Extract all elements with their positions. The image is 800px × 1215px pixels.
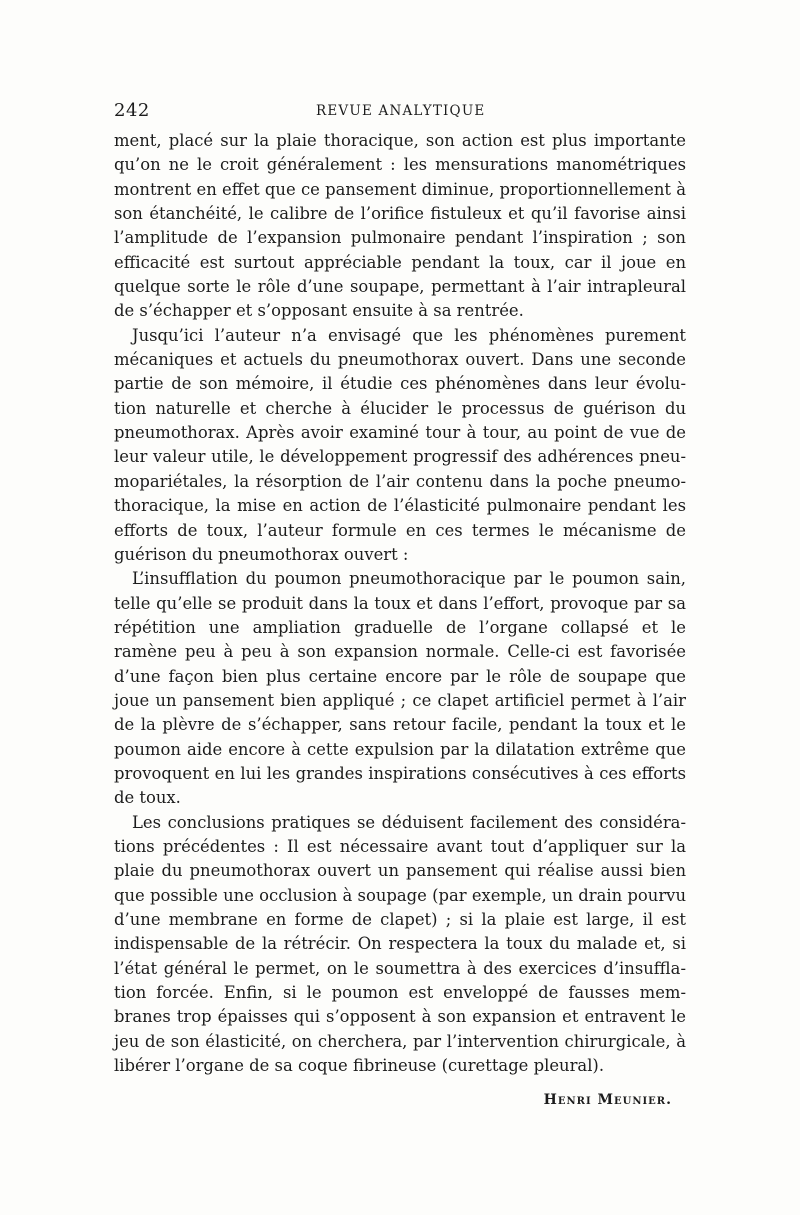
paragraph-continued: ment, placé sur la plaie thoracique, son action est plus importante qu’on ne le croit généralement : les mensurations manométriques montrent en effet que ce pansement diminue, proportionnellement à son étanchéité, le calibre de l’orifice fistuleux et qu’il favorise ainsi l’amplitude de l’expansion pulmonaire pendant l’inspiration ; son efficacité est surtout appréciable pendant la toux, car il joue en quelque sorte le rôle d’une soupape, permettant à l’air intrapleural de s’échapper et s’opposant ensuite à sa rentrée. <box>114 131 686 321</box>
paragraph: L’insufflation du poumon pneumothoracique par le poumon sain, telle qu’elle se produit dans la toux et dans l’effort, provoque par sa répétition une ampliation graduelle de l’organe collapsé et le ramène peu à peu à son expansion normale. Celle-ci est favorisée d’une façon bien plus certaine encore par le rôle de soupape que joue un pansement bien appliqué ; ce clapet artificiel permet à l’air de la plèvre de s’échapper, sans retour facile, pendant la toux et le poumon aide encore à cette expulsion par la dilatation extrême que provoquent en lui les grandes inspirations consécutives à ces efforts de toux. <box>114 569 686 808</box>
page-header <box>114 100 686 126</box>
paragraph: Les conclusions pratiques se déduisent facilement des considérations précédentes : Il est nécessaire avant tout d’appliquer sur la plaie du pneumothorax ouvert un pansement qui réalise aussi bien que possible une occlusion à soupage (par exemple, un drain pourvu d’une membrane en forme de clapet) ; si la plaie est large, il est indispensable de la rétrécir. On respectera la toux du malade et, si l’état général le permet, on le soumettra à des exercices d’insufflation forcée. Enfin, si le poumon est enveloppé de fausses membranes trop épaisses qui s’opposent à son expansion et entravent le jeu de son élasticité, on cherchera, par l’intervention chirurgicale, à libérer l’organe de sa coque fibrineuse (curettage pleural). <box>114 812 686 1076</box>
paragraph: Jusqu’ici l’auteur n’a envisagé que les phénomènes purement mécaniques et actuels du pneumothorax ouvert. Dans une seconde partie de son mémoire, il étudie ces phénomènes dans leur évolution naturelle et cherche à élucider le processus de guérison du pneumothorax. Après avoir examiné tour à tour, au point de vue de leur valeur utile, le développement progressif des adhérences pneumopariétales, la résorption de l’air contenu dans la poche pneumothoracique, la mise en action de l’élasticité pulmonaire pendant les efforts de toux, l’auteur formule en ces termes le mécanisme de guérison du pneumothorax ouvert : <box>114 325 686 564</box>
article-body <box>114 129 686 1078</box>
running-head: REVUE ANALYTIQUE <box>316 103 486 119</box>
page-number: 242 <box>114 100 150 121</box>
author-signature: Henri Meunier. <box>543 1092 672 1108</box>
